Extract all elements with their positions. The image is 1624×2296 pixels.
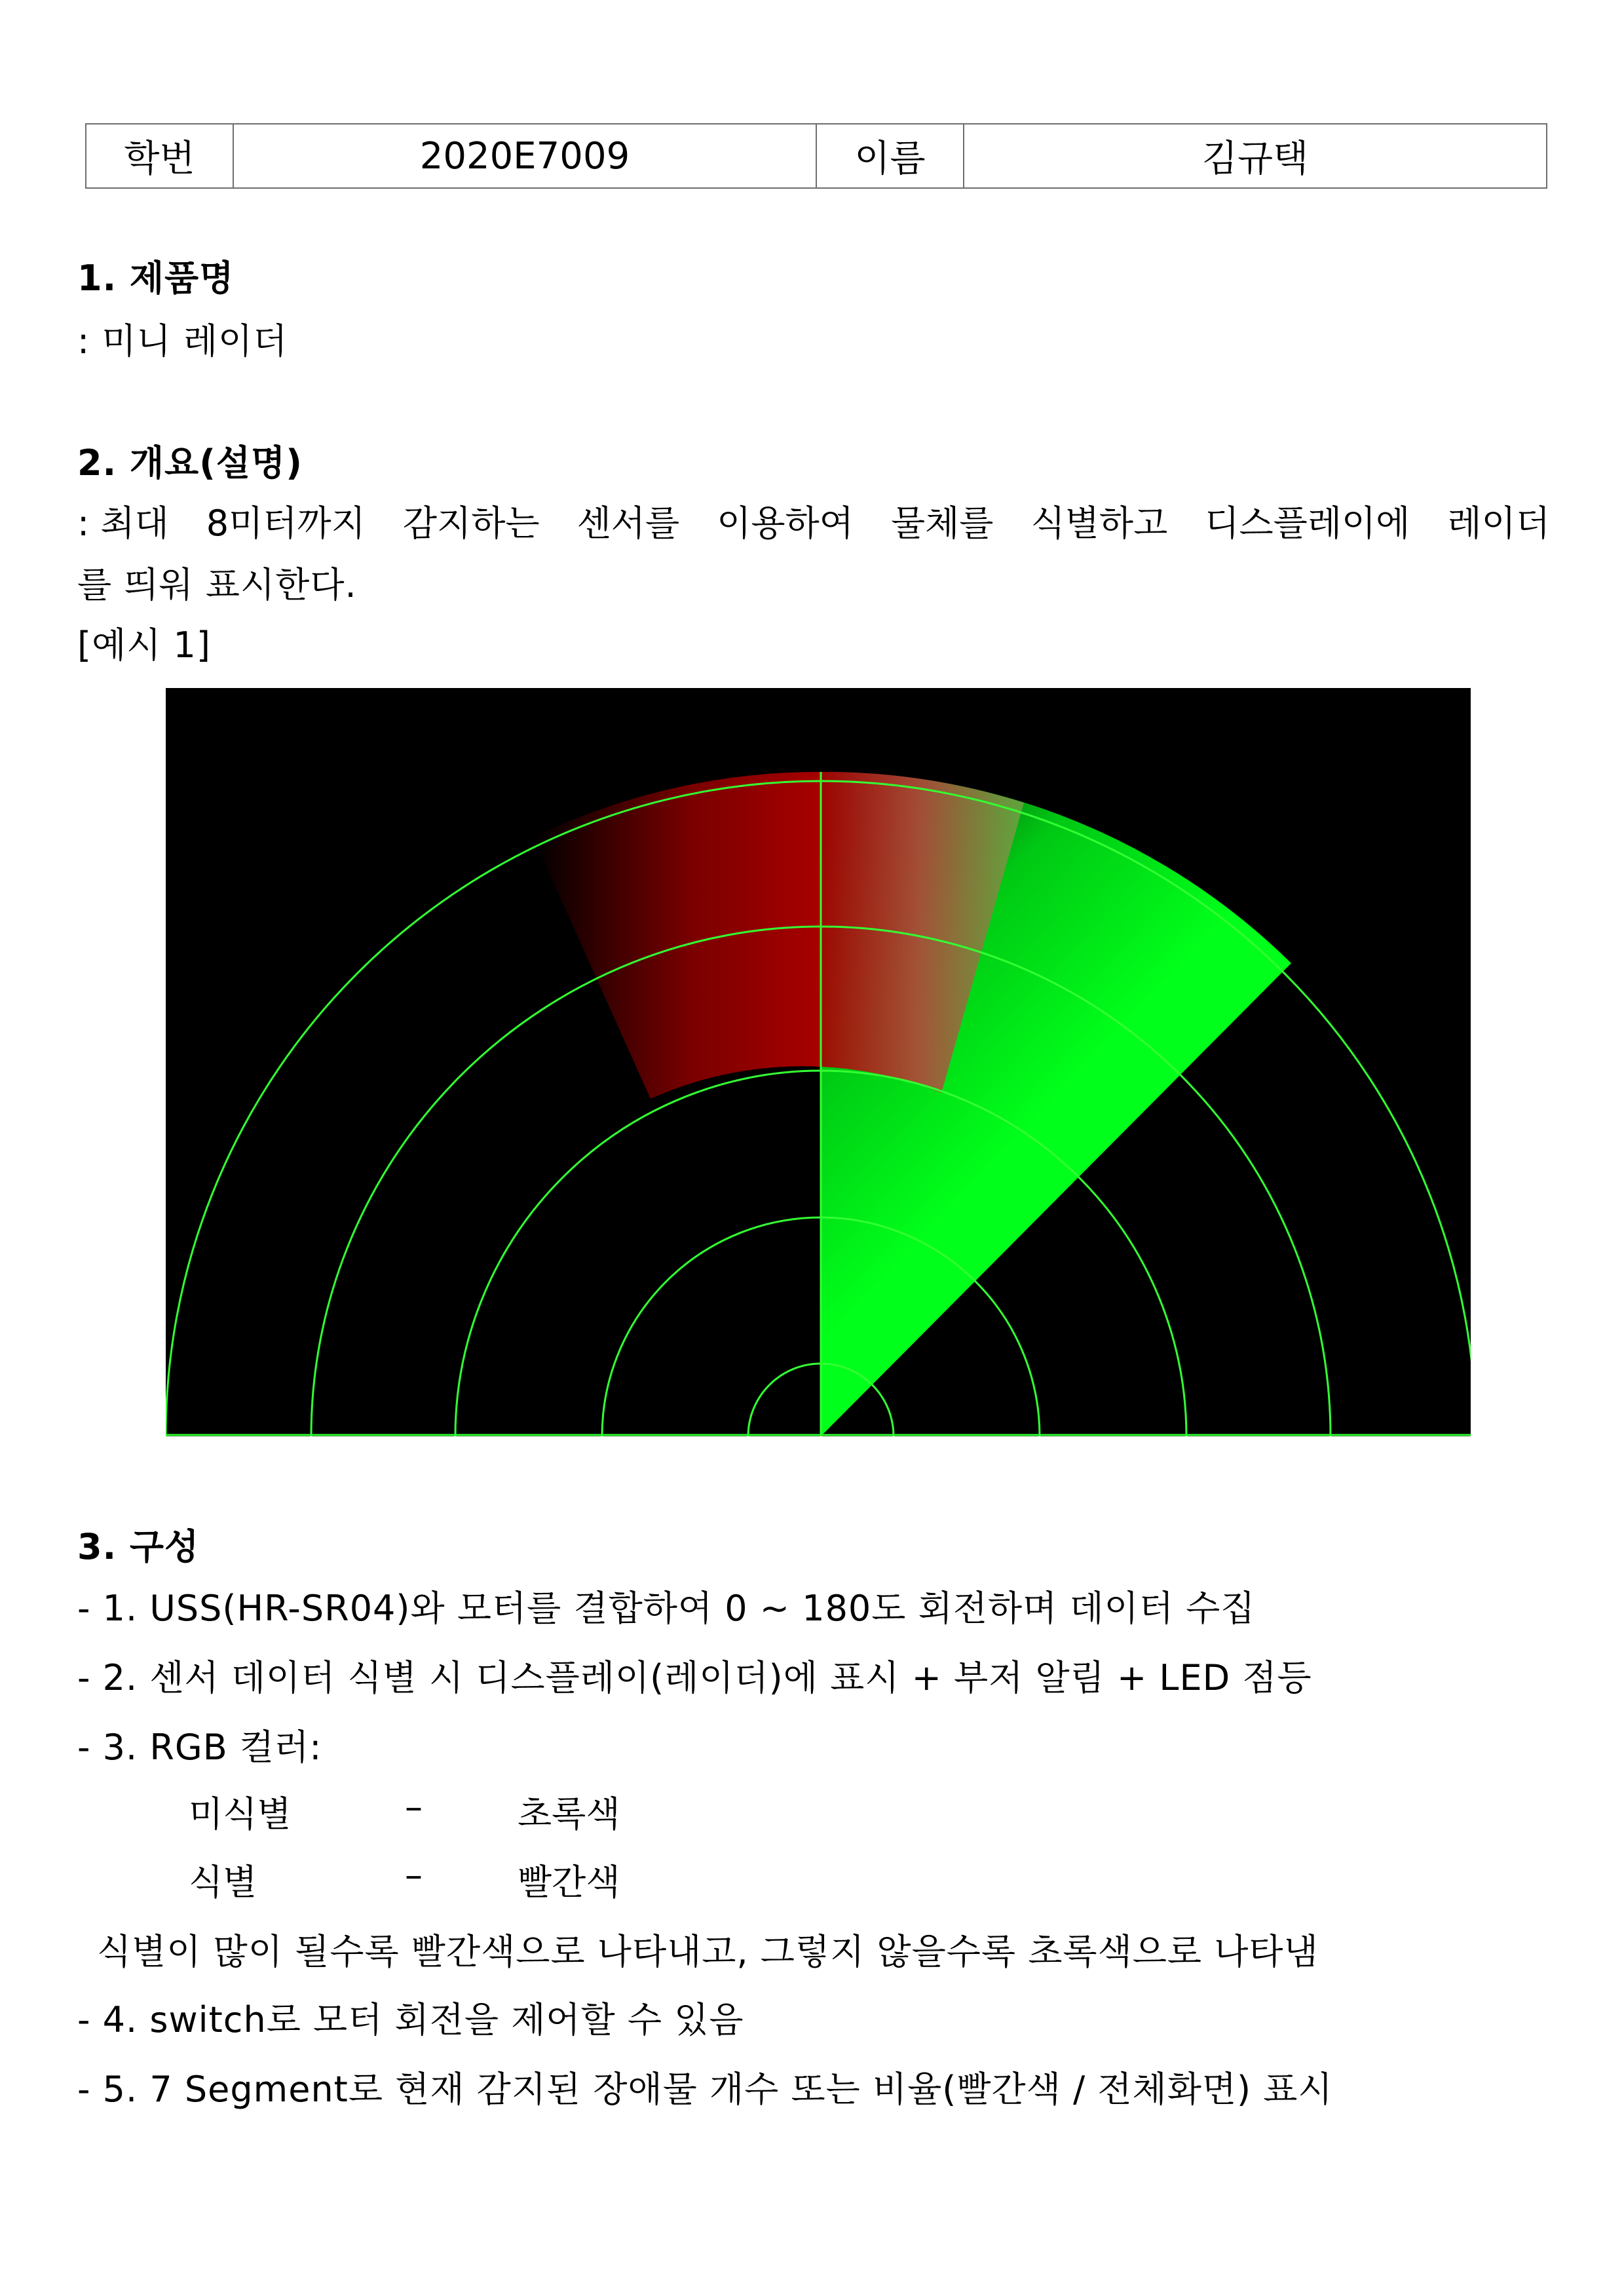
student-id-value: 2020E7009 [233,124,816,188]
word: : 최대 [77,503,169,544]
name-label: 이름 [816,124,964,188]
example-label: [예시 1] [77,624,211,666]
component-item-1: - 1. USS(HR-SR04)와 모터를 결합하여 0 ~ 180도 회전하며 데이터 수집 [77,1588,1256,1629]
color-state-unidentified: 미식별 [189,1793,292,1835]
word: 레이더 [1447,503,1550,544]
color-note: 식별이 많이 될수록 빨간색으로 나타내고, 그렇지 않을수록 초록색으로 나타냄 [97,1931,1319,1972]
component-item-2: - 2. 센서 데이터 식별 시 디스플레이(레이더)에 표시 + 부저 알림 + LED 점등 [77,1657,1312,1698]
color-state-identified: 식별 [189,1862,257,1903]
radar-figure [166,688,1471,1436]
word: 식별하고 [1030,503,1168,544]
name-value: 김규택 [964,124,1547,188]
color-dash: – [405,1786,423,1827]
detected-sector [533,772,821,1099]
component-item-4: - 4. switch로 모터 회전을 제어할 수 있음 [77,1999,744,2040]
word: 감지하는 [402,503,540,544]
word: 센서를 [576,503,680,544]
component-item-3: - 3. RGB 컬러: [77,1727,322,1768]
section-2-title: 2. 개요(설명) [77,442,303,484]
student-id-label: 학번 [86,124,233,188]
section-3-title: 3. 구성 [77,1526,200,1567]
color-red-label: 빨간색 [518,1862,620,1903]
student-info-table [85,123,1547,189]
color-green-label: 초록색 [518,1793,620,1835]
section-2-line-2: 를 띄워 표시한다. [77,564,357,605]
word: 디스플레이에 [1205,503,1410,544]
component-item-5: - 5. 7 Segment로 현재 감지된 장애물 개수 또는 비율(빨간색 / 전체화면) 표시 [77,2069,1333,2110]
word: 물체를 [890,503,994,544]
word: 이용하여 [717,503,854,544]
color-dash: – [405,1854,423,1896]
section-1-content: : 미니 레이더 [77,320,288,362]
word: 8미터까지 [206,503,366,544]
section-1-title: 1. 제품명 [77,258,235,299]
radar-svg [166,688,1471,1436]
section-2-line-1 [77,495,1550,546]
